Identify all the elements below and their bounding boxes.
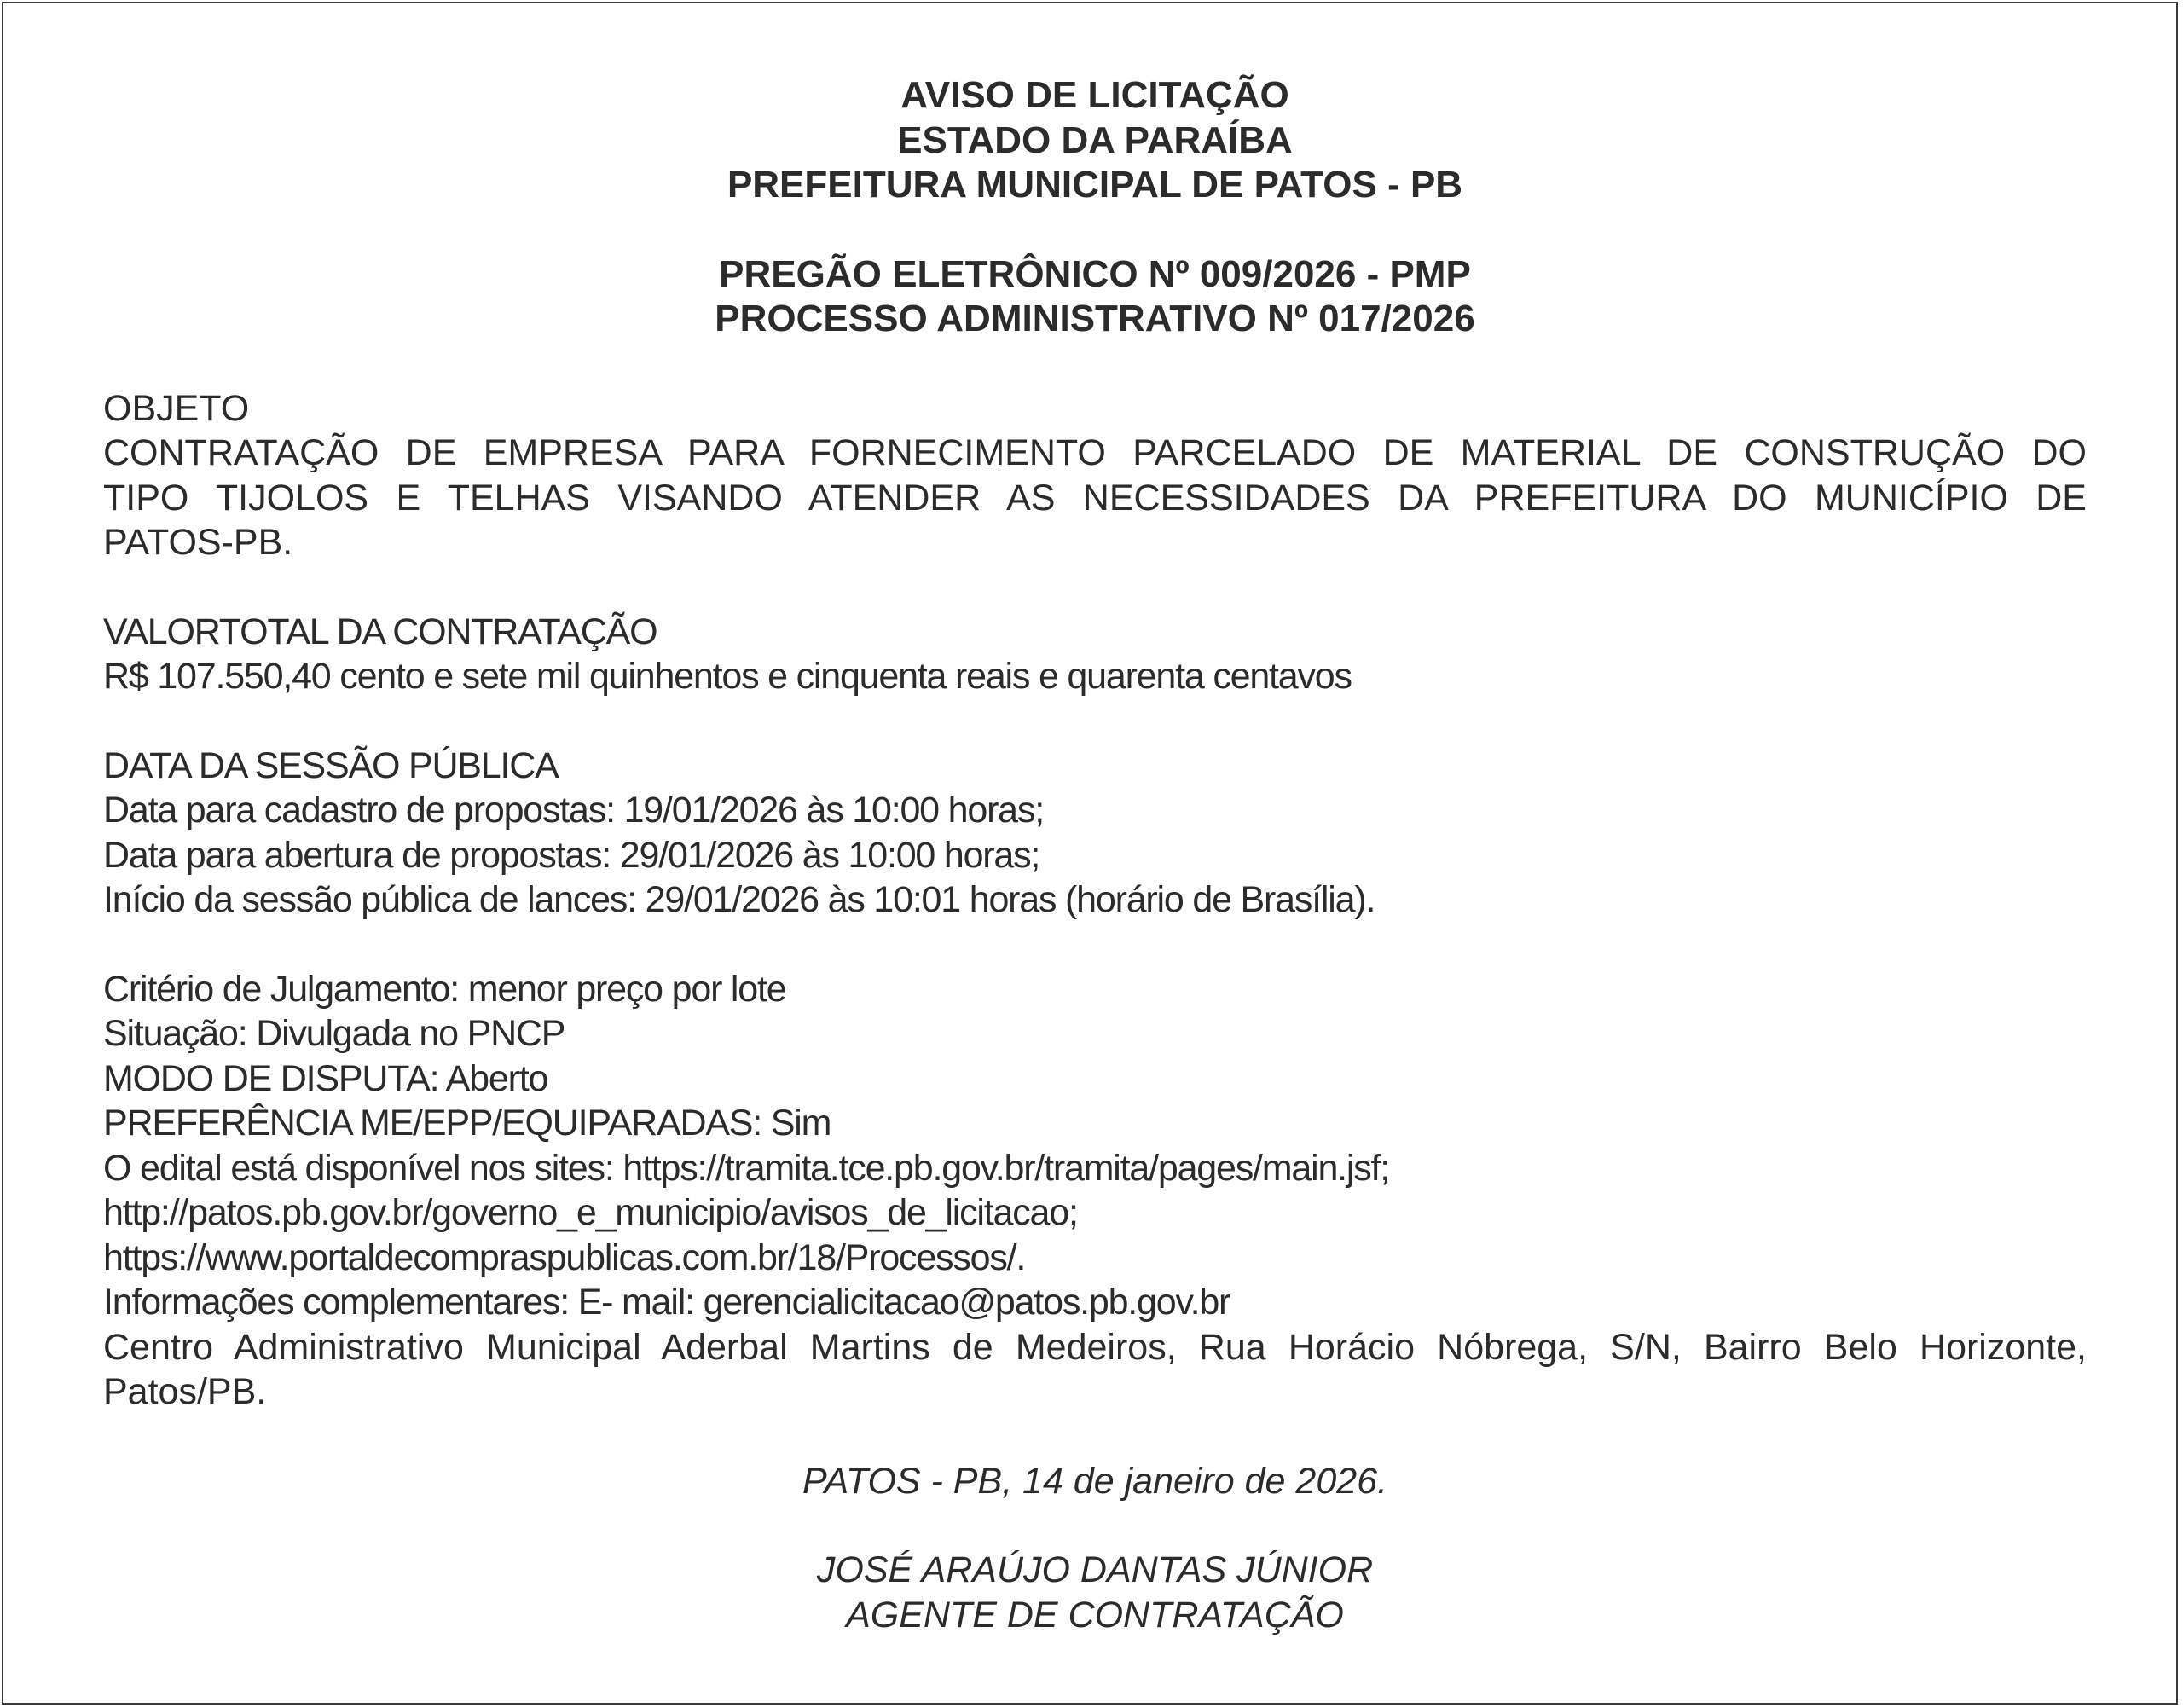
signer-name: JOSÉ ARAÚJO DANTAS JÚNIOR — [816, 1549, 1374, 1590]
email-info[interactable]: Informações complementares: E- mail: gerencialicitacao@patos.pb.gov.br — [103, 1282, 1230, 1323]
modo-disputa: MODO DE DISPUTA: Aberto — [103, 1057, 548, 1099]
edital-link-patos[interactable]: http://patos.pb.gov.br/governo_e_municipio/avisos_de_licitacao; — [103, 1192, 1078, 1233]
signer-role: AGENTE DE CONTRATAÇÃO — [846, 1594, 1344, 1636]
notice-title: AVISO DE LICITAÇÃO — [900, 74, 1289, 116]
objeto-title: OBJETO — [103, 387, 250, 429]
criterio-julgamento: Critério de Julgamento: menor preço por lote — [103, 968, 786, 1010]
situacao: Situação: Divulgada no PNCP — [103, 1013, 565, 1054]
signing-date: PATOS - PB, 14 de janeiro de 2026. — [802, 1460, 1388, 1502]
spacer — [103, 699, 2087, 744]
edital-link-tramita[interactable]: O edital está disponível nos sites: https://tramita.tce.pb.gov.br/tramita/pages/main.jsf; — [103, 1147, 1390, 1189]
spacer — [103, 1415, 2087, 1459]
objeto-line-2: TIPO TIJOLOS E TELHAS VISANDO ATENDER AS NECESSIDADES DA PREFEITURA DO MUNICÍPIO DE — [103, 477, 2087, 518]
spacer — [103, 208, 2087, 252]
info-section — [103, 967, 2087, 1415]
state-name: ESTADO DA PARAÍBA — [897, 119, 1293, 161]
processo-number: PROCESSO ADMINISTRATIVO Nº 017/2026 — [715, 298, 1475, 339]
address-line-1: Centro Administrativo Municipal Aderbal Martins de Medeiros, Rua Horácio Nóbrega, S/N, Bairro Belo Horizonte, — [103, 1326, 2087, 1368]
sessao-title: DATA DA SESSÃO PÚBLICA — [103, 744, 559, 786]
preferencia: PREFERÊNCIA ME/EPP/EQUIPARADAS: Sim — [103, 1103, 831, 1143]
objeto-section — [103, 386, 2087, 565]
objeto-line-1: CONTRATAÇÃO DE EMPRESA PARA FORNECIMENTO PARCELADO DE MATERIAL DE CONSTRUÇÃO DO — [103, 432, 2087, 473]
address-line-2: Patos/PB. — [103, 1371, 267, 1412]
sessao-section — [103, 744, 2087, 923]
spacer — [103, 342, 2087, 386]
municipality-name: PREFEITURA MUNICIPAL DE PATOS - PB — [727, 164, 1463, 206]
spacer — [103, 923, 2087, 967]
sessao-cadastro: Data para cadastro de propostas: 19/01/2026 às 10:00 horas; — [103, 790, 1044, 831]
pregao-number: PREGÃO ELETRÔNICO Nº 009/2026 - PMP — [719, 252, 1471, 295]
valor-title: VALORTOTAL DA CONTRATAÇÃO — [103, 611, 657, 652]
sessao-abertura: Data para abertura de propostas: 29/01/2026 às 10:00 horas; — [103, 834, 1040, 876]
edital-link-portal[interactable]: https://www.portaldecompraspublicas.com.br/18/Processos/. — [103, 1236, 1026, 1278]
notice-frame — [2, 2, 2178, 1705]
sessao-inicio: Início da sessão pública de lances: 29/01/2026 às 10:01 horas (horário de Brasília). — [103, 879, 1375, 920]
signature-block — [103, 1459, 2087, 1638]
objeto-line-3: PATOS-PB. — [103, 522, 293, 563]
notice-content — [103, 73, 2087, 1637]
spacer — [103, 1503, 2087, 1548]
valor-section — [103, 610, 2087, 699]
notice-header — [103, 73, 2087, 342]
valor-text: R$ 107.550,40 cento e sete mil quinhentos e cinquenta reais e quarenta centavos — [103, 656, 1352, 697]
spacer — [103, 565, 2087, 610]
